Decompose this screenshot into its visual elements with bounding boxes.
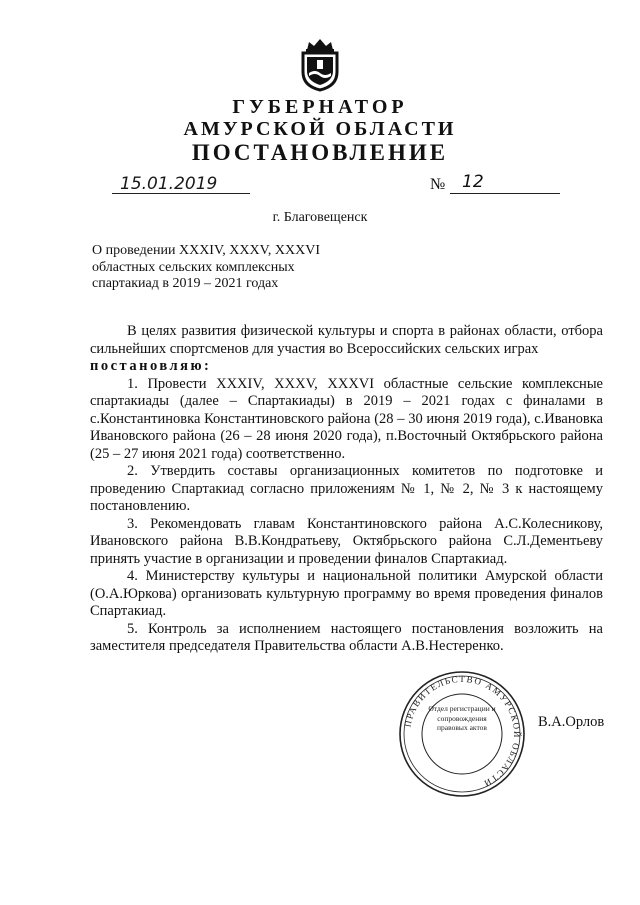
seal-outer-text: ПРАВИТЕЛЬСТВО АМУРСКОЙ ОБЛАСТИ <box>402 673 523 790</box>
document-body <box>90 323 603 656</box>
seal-inner-text: Отдел регистрации и сопровождения правовых актов <box>428 704 496 732</box>
official-stamp <box>398 670 526 798</box>
decree-word: постановляю: <box>90 358 212 374</box>
signatory-name: В.А.Орлов <box>538 714 605 730</box>
document-date: 15.01.2019 <box>120 174 218 194</box>
clause-1: 1. Провести XXXIV, XXXV, XXXVI областные сельские комплексные спартакиады (далее – Спартакиады) в 2019 – 2021 годах с финалами в с.Константиновка Константиновского района (28 – 30 июня 2019 года), с.Ивановка Ивановского района (26 – 28 июня 2020 года), п.Восточный Октябрьского района (25 – 27 июня 2021 года) соответственно. <box>90 375 603 462</box>
clause-3: 3. Рекомендовать главам Константиновского района А.С.Колесникову, Ивановского района В.В.Кондратьеву, Октябрьского района С.Л.Дементьеву принять участие в организации и проведении финалов Спартакиад. <box>90 515 603 567</box>
clause-2: 2. Утвердить составы организационных комитетов по подготовке и проведению Спартакиад согласно приложениям № 1, № 2, № 3 к настоящему постановлению. <box>90 463 603 514</box>
header-governor: ГУБЕРНАТОР <box>232 96 408 118</box>
number-underline <box>450 193 560 194</box>
city-name: г. Благовещенск <box>272 210 368 225</box>
clause-4: 4. Министерству культуры и национальной политики Амурской области (О.А.Юркова) организовать культурную программу во время проведения финалов Спартакиад. <box>90 568 603 619</box>
number-label: № <box>430 176 446 193</box>
document-number: 12 <box>462 172 484 192</box>
clause-5: 5. Контроль за исполнением настоящего постановления возложить на заместителя председателя Правительства области А.В.Нестеренко. <box>90 620 603 654</box>
document-type-title: ПОСТАНОВЛЕНИЕ <box>191 140 449 165</box>
coat-of-arms-emblem <box>295 36 345 92</box>
date-underline <box>112 193 250 194</box>
document-subject: О проведении XXXIV, XXXV, XXXVI областных сельских комплексных спартакиад в 2019 – 2021 годах <box>92 243 321 291</box>
intro-paragraph: В целях развития физической культуры и спорта в районах области, отбора сильнейших спортсменов для участия во Всероссийских сельских играх <box>90 323 603 357</box>
header-region: АМУРСКОЙ ОБЛАСТИ <box>183 118 457 140</box>
